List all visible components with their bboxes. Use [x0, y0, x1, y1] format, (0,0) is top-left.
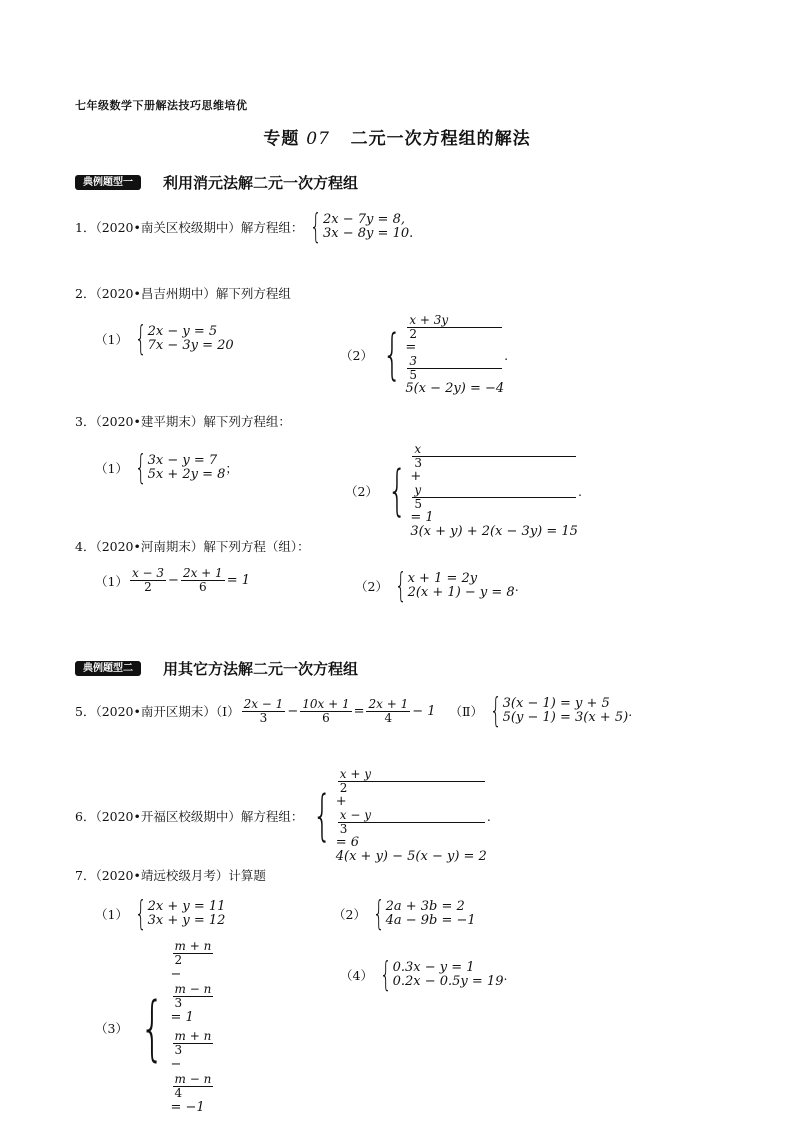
section-label: 用其它方法解二元一次方程组 [163, 660, 359, 678]
equation: 5(x − 2y) = −4 [405, 381, 505, 396]
equation: 4(x + y) − 5(x − y) = 2 [335, 849, 487, 864]
rhs: = 1 [410, 510, 434, 525]
equation-system [305, 207, 414, 247]
question-4 [75, 537, 310, 555]
fraction: x + y 2 [338, 768, 485, 795]
equation: 4a − 9b = −1 [385, 913, 476, 928]
equation-system [305, 768, 486, 864]
equation-system [130, 894, 226, 934]
question-5 [75, 691, 633, 731]
title-number: 07 [306, 129, 330, 149]
q7-part-2 [333, 894, 476, 934]
part-tag: （4） [340, 968, 373, 983]
equation: 3x − y = 7 [147, 453, 218, 468]
section-badge: 典例题型一 [75, 175, 141, 190]
part-tag: （1） [95, 907, 128, 922]
question-label: 1．（2020•南关区校级期中）解方程组： [75, 220, 304, 235]
question-7 [75, 866, 266, 884]
fraction: $\frac{2x + 1}{6}$ [182, 566, 223, 594]
punctuation: ； [225, 461, 238, 476]
rhs: = 1 [170, 1010, 194, 1025]
question-label: 2．（2020•昌吉州期中）解下列方程组 [75, 286, 291, 301]
fraction: x − y 3 [338, 809, 485, 836]
equation: 2x − y = 5 [147, 324, 218, 339]
equation: 2x − 7y = 8, [323, 212, 405, 227]
fraction: x + 3y 2 [407, 314, 502, 341]
brace-icon: { [382, 323, 402, 386]
operator: − [170, 967, 182, 982]
section-label: 利用消元法解二元一次方程组 [163, 174, 359, 192]
brace-icon: { [489, 691, 502, 731]
q3-part-2 [345, 443, 582, 539]
equation: 5(y − 1) = 3(x + 5) [502, 710, 629, 725]
q3-part-1 [95, 448, 238, 488]
equation-system [130, 940, 215, 1116]
equation: 2(x + 1) − y = 8 [407, 585, 515, 600]
q4-part-1 [95, 567, 250, 594]
fraction: $\frac{2x + 1}{4}$ [368, 696, 409, 725]
equation: 7x − 3y = 20 [147, 338, 234, 353]
equation-system [375, 314, 504, 396]
brace-icon: { [387, 459, 407, 522]
equation-system [130, 319, 234, 359]
question-2 [75, 284, 291, 302]
rhs: = −1 [170, 1100, 205, 1115]
fraction: x 3 [412, 443, 576, 470]
section-1 [75, 172, 358, 193]
equation: 3x + y = 12 [147, 913, 226, 928]
brace-icon: { [310, 207, 323, 247]
brace-icon: { [134, 894, 147, 934]
period: . [486, 808, 491, 824]
rhs: − 1 [412, 703, 436, 719]
question-3 [75, 412, 291, 430]
brace-icon: { [379, 955, 392, 995]
equals: = [353, 703, 365, 719]
page-title [0, 124, 794, 149]
period: . [577, 483, 582, 499]
brace-icon: { [134, 319, 147, 359]
operator: − [170, 1057, 182, 1072]
brace-icon: { [372, 894, 385, 934]
part-tag: （2） [355, 579, 388, 594]
title-prefix: 专题 [263, 129, 300, 149]
q2-part-1 [95, 319, 234, 359]
rhs: = 1 [226, 573, 250, 588]
equals: = [405, 340, 417, 355]
fraction: m + n 3 [174, 1029, 212, 1057]
period: . [504, 347, 509, 363]
question-6 [75, 768, 491, 864]
fraction: 3 5 [407, 355, 502, 382]
equation-system [390, 566, 515, 606]
part-tag: （1） [95, 573, 128, 589]
q2-part-2 [340, 314, 508, 396]
operator: − [287, 703, 299, 719]
brace-icon: { [313, 784, 333, 847]
operator: + [335, 794, 347, 809]
operator: + [410, 469, 422, 484]
part-tag: （Ⅱ） [449, 704, 484, 719]
equation: 0.3x − y = 1 [392, 960, 475, 975]
question-label: 7．（2020•靖远校级月考）计算题 [75, 868, 266, 883]
equation: 5x + 2y = 8 [147, 467, 226, 482]
equation: 2a + 3b = 2 [385, 899, 465, 914]
fraction: m + n 2 [174, 939, 212, 967]
equation: x + 1 = 2y [407, 571, 478, 586]
part-tag: （3） [95, 1021, 128, 1036]
part-tag: （2） [345, 484, 378, 499]
period: . [628, 703, 633, 719]
q7-part-3 [95, 940, 215, 1116]
period: . [514, 578, 519, 594]
section-badge: 典例题型二 [75, 661, 141, 676]
q7-part-4 [340, 955, 508, 995]
fraction: m − n 3 [174, 982, 212, 1010]
question-label: 5．（2020•南开区期末）（Ⅰ） [75, 704, 240, 719]
equation-system [368, 894, 476, 934]
document-header: 七年级数学下册解法技巧思维培优 [75, 99, 248, 112]
equation: 3(x − 1) = y + 5 [502, 696, 610, 711]
fraction: $\frac{2x - 1}{3}$ [243, 696, 284, 725]
question-label: 3．（2020•建平期末）解下列方程组： [75, 414, 291, 429]
fraction: y 5 [412, 484, 576, 511]
brace-icon: { [134, 448, 147, 488]
rhs: = 6 [335, 835, 360, 850]
fraction: $\frac{x - 3}{2}$ [131, 566, 165, 594]
fraction: $\frac{10x + 1}{6}$ [302, 696, 350, 725]
equation: 2x + y = 11 [147, 899, 226, 914]
brace-icon: { [394, 566, 407, 606]
period: . [503, 967, 508, 983]
q4-part-2 [355, 566, 519, 606]
fraction: m − n 4 [174, 1072, 212, 1100]
q7-part-1 [95, 894, 226, 934]
section-2 [75, 658, 358, 679]
brace-icon: { [139, 987, 165, 1069]
operator: − [168, 573, 179, 588]
title-text: 二元一次方程组的解法 [350, 129, 531, 149]
part-tag: （2） [333, 907, 366, 922]
equation: 0.2x − 0.5y = 19 [392, 974, 504, 989]
equation: 3(x + y) + 2(x − 3y) = 15 [410, 524, 578, 539]
part-tag: （1） [95, 332, 128, 347]
equation-system [380, 443, 578, 539]
question-label: 4．（2020•河南期末）解下列方程（组）： [75, 539, 310, 554]
equation-system [130, 448, 226, 488]
question-1 [75, 207, 414, 247]
equation-system [485, 691, 629, 731]
equation-system [375, 955, 504, 995]
part-tag: （2） [340, 348, 373, 363]
part-tag: （1） [95, 461, 128, 476]
question-label: 6．（2020•开福区校级期中）解方程组： [75, 809, 304, 824]
equation: 3x − 8y = 10. [323, 226, 414, 241]
